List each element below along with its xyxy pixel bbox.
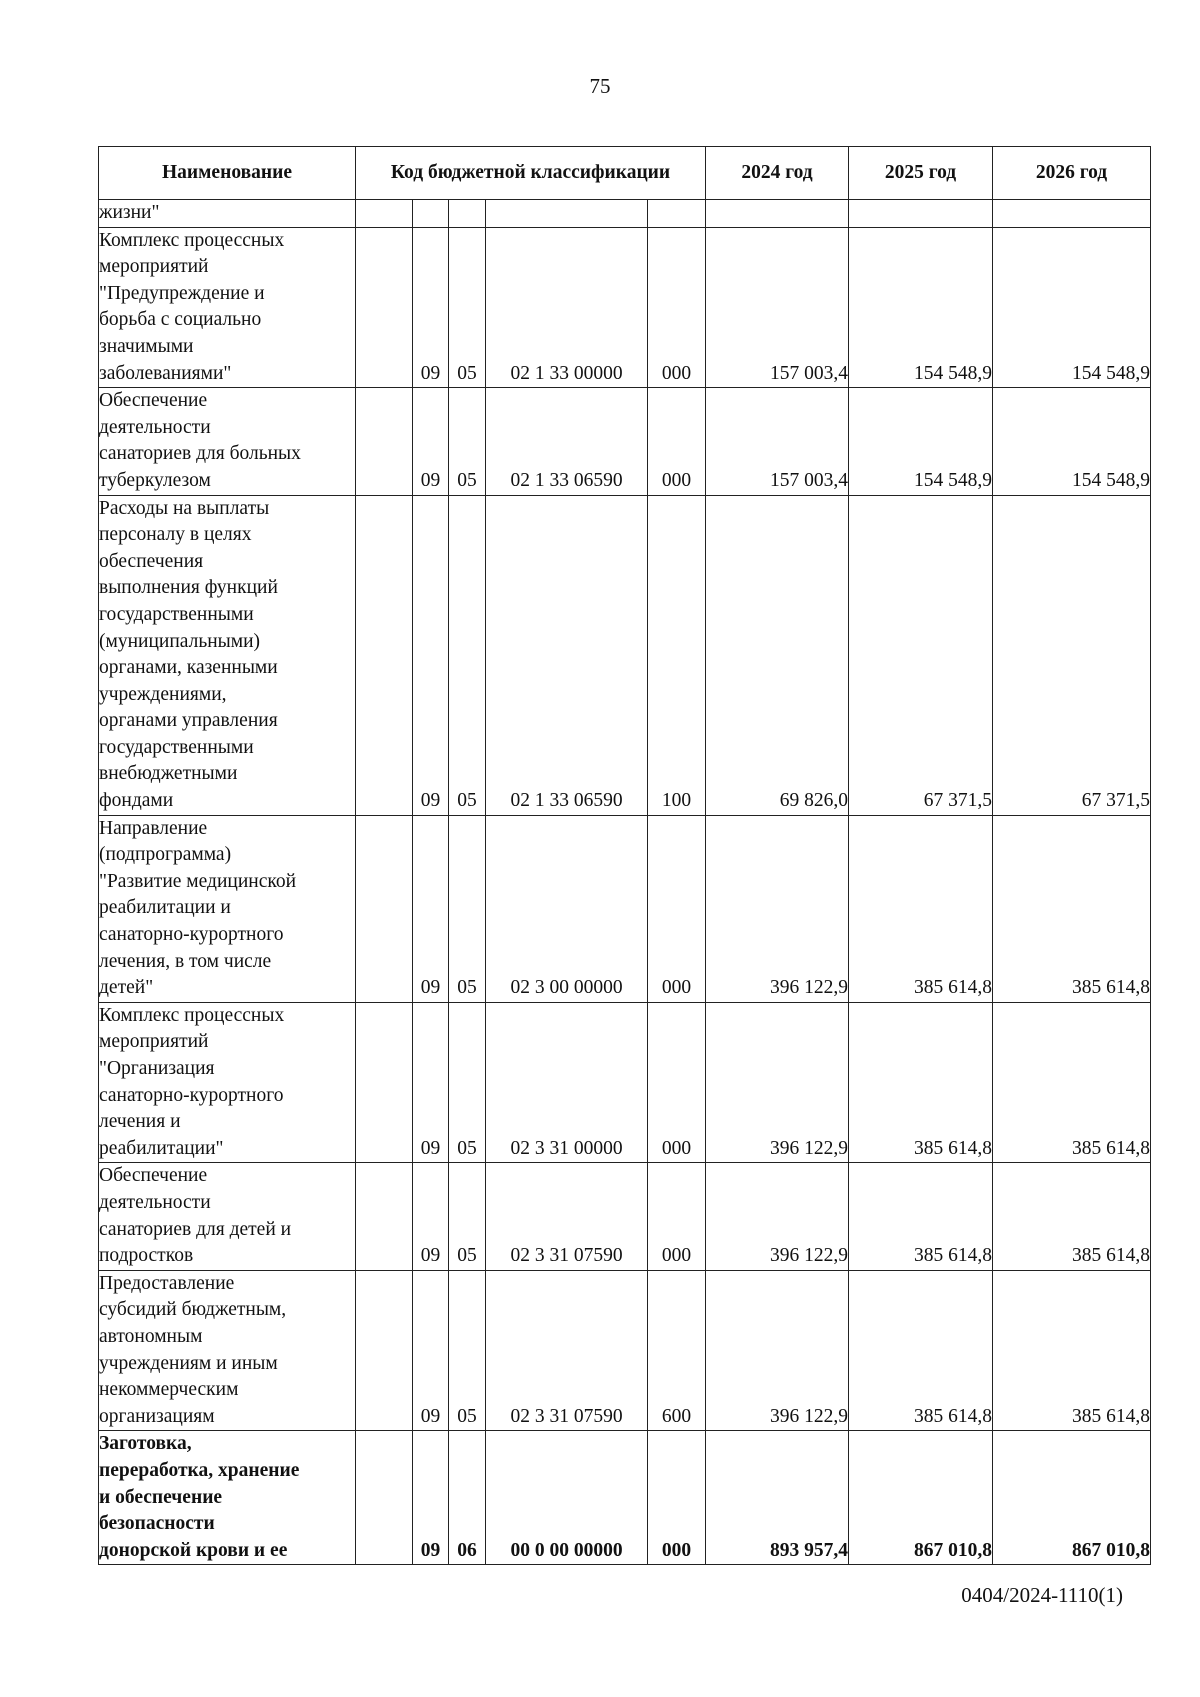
row-name-line: выполнения функций xyxy=(99,577,278,599)
row-blank-cell xyxy=(356,1002,413,1163)
row-name-line: санаторно-курортного xyxy=(99,924,284,946)
row-blank-cell xyxy=(356,1431,413,1565)
row-name-line: реабилитации и xyxy=(99,897,231,919)
row-value-2025: 867 010,8 xyxy=(849,1431,993,1565)
row-expense-type: 000 xyxy=(648,1002,706,1163)
row-name-line: безопасности xyxy=(99,1513,215,1535)
row-section-code: 05 xyxy=(449,815,486,1002)
row-name-line: лечения, в том числе xyxy=(99,950,272,972)
header-2024: 2024 год xyxy=(706,147,849,200)
table-row xyxy=(99,1002,1151,1163)
header-2026: 2026 год xyxy=(993,147,1151,200)
row-ga-code: 09 xyxy=(413,227,449,388)
row-expense-type: 000 xyxy=(648,815,706,1002)
row-name xyxy=(99,1002,356,1163)
row-name-line: деятельности xyxy=(99,1191,211,1213)
table-row xyxy=(99,495,1151,815)
row-target-article: 02 3 31 07590 xyxy=(486,1163,648,1270)
table-row xyxy=(99,1270,1151,1431)
row-value-2025: 385 614,8 xyxy=(849,1270,993,1431)
row-name-line: "Предупреждение и xyxy=(99,282,265,304)
row-name-line: Заготовка, xyxy=(99,1433,192,1455)
row-name-line: государственными xyxy=(99,603,254,625)
row-value-2024: 69 826,0 xyxy=(706,495,849,815)
row-name-line: Обеспечение xyxy=(99,1165,208,1187)
row-section-code: 05 xyxy=(449,1270,486,1431)
row-name-line: внебюджетными xyxy=(99,763,238,785)
row-name xyxy=(99,1163,356,1270)
header-name: Наименование xyxy=(99,147,356,200)
header-code: Код бюджетной классификации xyxy=(356,147,706,200)
row-value-2024: 396 122,9 xyxy=(706,1002,849,1163)
row-value-2024: 396 122,9 xyxy=(706,815,849,1002)
row-value-2025: 385 614,8 xyxy=(849,1002,993,1163)
row-name-line: значимыми xyxy=(99,335,194,357)
row-section-code: 05 xyxy=(449,227,486,388)
row-target-article: 00 0 00 00000 xyxy=(486,1431,648,1565)
row-value-2025: 154 548,9 xyxy=(849,388,993,495)
row-name-line: жизни" xyxy=(99,202,160,223)
row-blank-cell xyxy=(356,495,413,815)
row-target-article: 02 3 31 00000 xyxy=(486,1002,648,1163)
row-expense-type: 600 xyxy=(648,1270,706,1431)
row-name-line: учреждениями, xyxy=(99,683,227,705)
row-name-line: и обеспечение xyxy=(99,1486,223,1508)
row-ga-code: 09 xyxy=(413,1431,449,1565)
table-row xyxy=(99,1163,1151,1270)
row-target-article: 02 3 31 07590 xyxy=(486,1270,648,1431)
row-target-article: 02 3 00 00000 xyxy=(486,815,648,1002)
row-name-line: некоммерческим xyxy=(99,1379,239,1401)
row-name-line: обеспечения xyxy=(99,550,204,572)
row-name-line: туберкулезом xyxy=(99,469,211,491)
row-section-code: 05 xyxy=(449,495,486,815)
document-code: 0404/2024-1110(1) xyxy=(961,1583,1123,1607)
row-value-2024: 396 122,9 xyxy=(706,1163,849,1270)
row-expense-type: 000 xyxy=(648,388,706,495)
row-value-2024: 157 003,4 xyxy=(706,388,849,495)
row-name-line: Комплекс процессных xyxy=(99,229,285,251)
row-name-line: "Развитие медицинской xyxy=(99,870,297,892)
row-value-2026 xyxy=(993,200,1151,228)
row-value-2025: 385 614,8 xyxy=(849,815,993,1002)
row-blank-cell xyxy=(356,200,413,228)
row-value-2025: 154 548,9 xyxy=(849,227,993,388)
table-header-row xyxy=(99,147,1151,200)
row-name xyxy=(99,1431,356,1565)
row-name-line: деятельности xyxy=(99,416,211,438)
row-name-line: санаториев для больных xyxy=(99,443,301,465)
row-name-line: Комплекс процессных xyxy=(99,1004,285,1026)
row-target-article: 02 1 33 06590 xyxy=(486,495,648,815)
row-ga-code: 09 xyxy=(413,388,449,495)
row-section-code xyxy=(449,200,486,228)
row-value-2026: 385 614,8 xyxy=(993,1163,1151,1270)
row-name-line: мероприятий xyxy=(99,1031,209,1053)
row-expense-type: 000 xyxy=(648,227,706,388)
row-blank-cell xyxy=(356,1270,413,1431)
row-expense-type: 000 xyxy=(648,1163,706,1270)
row-name-line: "Организация xyxy=(99,1058,215,1079)
row-value-2024: 893 957,4 xyxy=(706,1431,849,1565)
row-name-line: Расходы на выплаты xyxy=(99,497,270,519)
row-name-line: Обеспечение xyxy=(99,390,208,412)
table-row xyxy=(99,200,1151,228)
row-blank-cell xyxy=(356,815,413,1002)
row-ga-code: 09 xyxy=(413,1002,449,1163)
row-name-line: (муниципальными) xyxy=(99,630,261,652)
row-value-2026: 385 614,8 xyxy=(993,815,1151,1002)
row-target-article: 02 1 33 00000 xyxy=(486,227,648,388)
row-section-code: 06 xyxy=(449,1431,486,1565)
row-name xyxy=(99,388,356,495)
row-name-line: организациям xyxy=(99,1405,215,1427)
row-value-2026: 385 614,8 xyxy=(993,1270,1151,1431)
page-number: 75 xyxy=(589,74,611,98)
row-name-line: Предоставление xyxy=(99,1272,235,1294)
row-value-2026: 154 548,9 xyxy=(993,388,1151,495)
row-value-2026: 385 614,8 xyxy=(993,1002,1151,1163)
row-ga-code: 09 xyxy=(413,1270,449,1431)
row-section-code: 05 xyxy=(449,1163,486,1270)
row-name-line: субсидий бюджетным, xyxy=(99,1299,287,1321)
row-name-line: лечения и xyxy=(99,1111,181,1133)
row-value-2025 xyxy=(849,200,993,228)
row-name xyxy=(99,200,356,228)
row-name-line: автономным xyxy=(99,1325,203,1347)
row-name-line: (подпрограмма) xyxy=(99,844,232,866)
row-name-line: учреждениям и иным xyxy=(99,1352,278,1374)
row-name-line: органами, казенными xyxy=(99,657,278,679)
row-name-line: донорской крови и ее xyxy=(99,1539,288,1561)
row-value-2024: 396 122,9 xyxy=(706,1270,849,1431)
budget-table xyxy=(98,146,1151,1565)
row-value-2026: 67 371,5 xyxy=(993,495,1151,815)
row-name-line: Направление xyxy=(99,817,208,839)
table-body xyxy=(99,200,1151,1565)
row-target-article xyxy=(486,200,648,228)
table-row xyxy=(99,388,1151,495)
row-value-2024: 157 003,4 xyxy=(706,227,849,388)
table-row xyxy=(99,1431,1151,1565)
row-name-line: санаториев для детей и xyxy=(99,1218,292,1240)
row-name-line: переработка, хранение xyxy=(99,1459,300,1481)
row-section-code: 05 xyxy=(449,388,486,495)
row-blank-cell xyxy=(356,227,413,388)
row-name-line: мероприятий xyxy=(99,256,209,278)
row-ga-code: 09 xyxy=(413,815,449,1002)
row-expense-type: 100 xyxy=(648,495,706,815)
row-ga-code: 09 xyxy=(413,495,449,815)
row-value-2024 xyxy=(706,200,849,228)
row-blank-cell xyxy=(356,1163,413,1270)
row-blank-cell xyxy=(356,388,413,495)
row-name-line: заболеваниями" xyxy=(99,362,232,384)
row-value-2026: 867 010,8 xyxy=(993,1431,1151,1565)
row-value-2025: 385 614,8 xyxy=(849,1163,993,1270)
row-name xyxy=(99,227,356,388)
table-row xyxy=(99,815,1151,1002)
row-name xyxy=(99,815,356,1002)
row-name-line: государственными xyxy=(99,736,254,758)
row-value-2025: 67 371,5 xyxy=(849,495,993,815)
row-expense-type xyxy=(648,200,706,228)
header-2025: 2025 год xyxy=(849,147,993,200)
row-value-2026: 154 548,9 xyxy=(993,227,1151,388)
row-name xyxy=(99,495,356,815)
row-name-line: санаторно-курортного xyxy=(99,1084,284,1106)
row-ga-code xyxy=(413,200,449,228)
row-target-article: 02 1 33 06590 xyxy=(486,388,648,495)
row-expense-type: 000 xyxy=(648,1431,706,1565)
table-row xyxy=(99,227,1151,388)
row-ga-code: 09 xyxy=(413,1163,449,1270)
row-name-line: борьба с социально xyxy=(99,309,262,331)
row-section-code: 05 xyxy=(449,1002,486,1163)
row-name-line: подростков xyxy=(99,1245,194,1267)
row-name-line: детей" xyxy=(99,977,154,999)
row-name-line: фондами xyxy=(99,790,174,812)
row-name-line: реабилитации" xyxy=(99,1137,224,1159)
row-name xyxy=(99,1270,356,1431)
row-name-line: органами управления xyxy=(99,710,278,732)
row-name-line: персоналу в целях xyxy=(99,524,252,546)
